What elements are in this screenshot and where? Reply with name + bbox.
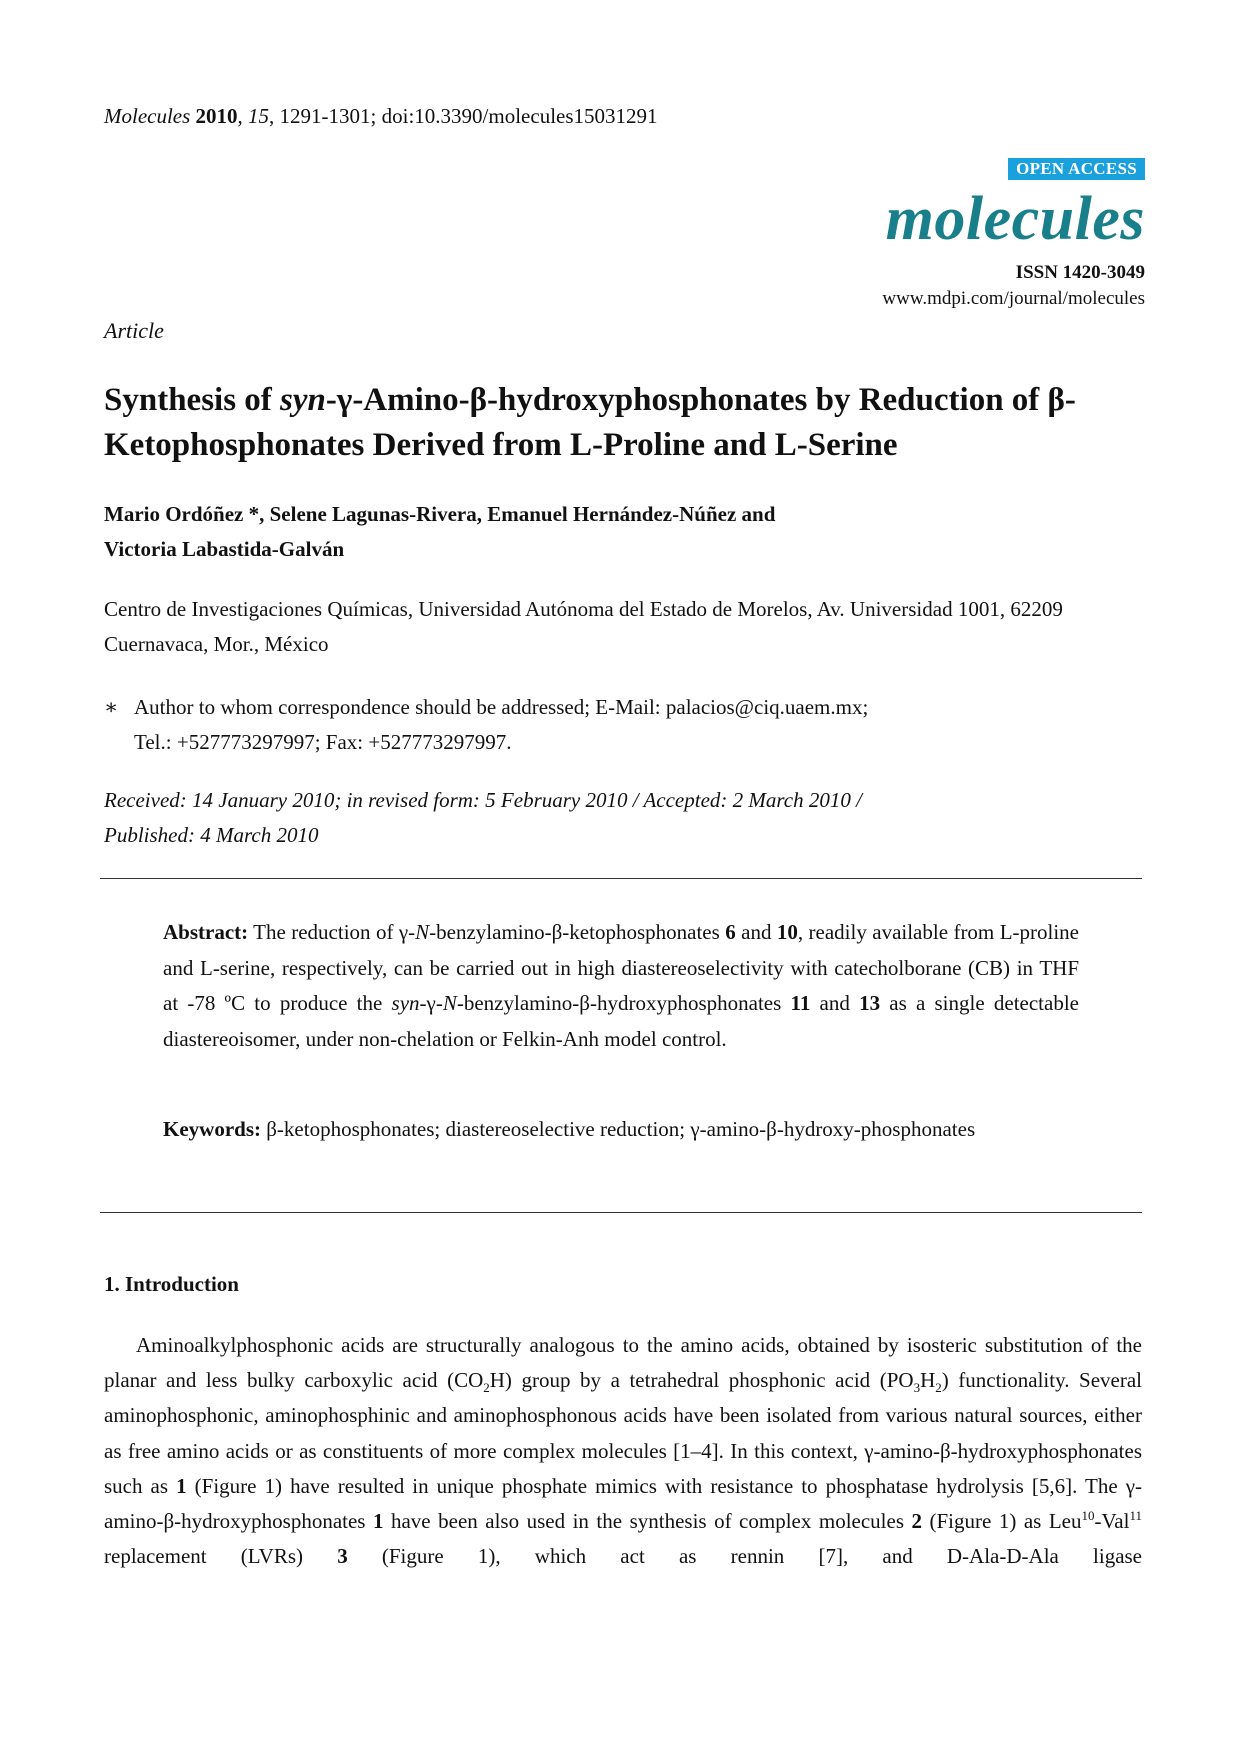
citation-line: Molecules 2010, 15, 1291-1301; doi:10.3390/molecules15031291 xyxy=(104,104,658,128)
body-text: -Ala ligase xyxy=(1021,1544,1143,1569)
journal-url[interactable]: www.mdpi.com/journal/molecules xyxy=(882,288,1145,309)
abstract-text: as a single detectable diastereoisomer, under non-chelation or Felkin-Anh model control. xyxy=(163,991,1079,1051)
journal-logo: molecules xyxy=(885,185,1145,253)
citation-year: 2010 xyxy=(195,104,238,128)
divider-bottom xyxy=(100,1212,1142,1213)
abstract-text: L xyxy=(999,920,1013,944)
author-list xyxy=(104,497,1144,567)
paper-title xyxy=(104,378,1164,468)
title-part: -Proline and xyxy=(591,427,775,463)
subscript: 2 xyxy=(935,1380,942,1396)
compound-number: 6 xyxy=(725,920,736,944)
body-text: Aminoalkylphosphonic acids are structurally analogous to the amino acids, obtained by isosteric substitution of the planar and less bulky carboxylic acid (CO xyxy=(104,1333,1142,1393)
article-type: Article xyxy=(104,318,164,343)
title-part: L xyxy=(774,427,797,463)
abstract-text: -proline and xyxy=(163,920,1079,980)
dates-line-2: Published: 4 March 2010 xyxy=(104,823,319,847)
author-line-2: Victoria Labastida-Galván xyxy=(104,537,345,561)
body-text: have been also used in the synthesis of complex molecules xyxy=(383,1509,912,1534)
abstract-text: -benzylamino-β-hydroxyphosphonates xyxy=(456,991,791,1015)
dates-line-1: Received: 14 January 2010; in revised form: 5 February 2010 / Accepted: 2 March 2010 / xyxy=(104,788,862,812)
title-part: Synthesis of xyxy=(104,382,281,418)
citation-journal: Molecules xyxy=(104,104,191,128)
body-text: D xyxy=(946,1544,963,1569)
author-line-1: Mario Ordóñez *, Selene Lagunas-Rivera, Emanuel Hernández-Núñez and xyxy=(104,502,776,526)
abstract-text: and xyxy=(810,991,860,1015)
compound-number: 1 xyxy=(372,1509,384,1534)
abstract-text: syn xyxy=(391,991,420,1015)
compound-number: 2 xyxy=(911,1509,923,1534)
abstract-label: Abstract: xyxy=(163,920,249,944)
publication-dates xyxy=(104,783,1164,853)
body-text: (Figure 1), which act as rennin [7], and xyxy=(347,1544,947,1569)
intro-paragraph xyxy=(104,1328,1142,1574)
section-heading: 1. Introduction xyxy=(104,1272,239,1296)
abstract-text: -serine, respectively, can be carried out in high diastereoselectivity with catecholborane (CB) in THF at -78 ºC to produce the xyxy=(163,955,1079,1015)
citation-volume: 15 xyxy=(248,104,270,128)
asterisk-icon: ∗ xyxy=(104,695,119,719)
superscript: 10 xyxy=(1081,1508,1095,1524)
abstract-text: -γ- xyxy=(419,991,443,1015)
keywords xyxy=(163,1112,1079,1148)
title-part: -Serine xyxy=(796,427,898,463)
correspondence xyxy=(104,690,1164,760)
abstract-text: , readily available from xyxy=(797,920,1000,944)
body-text: replacement (LVRs) xyxy=(104,1544,338,1569)
open-access-badge: OPEN ACCESS xyxy=(1008,158,1145,180)
body-text: H) group by a tetrahedral phosphonic acid (PO xyxy=(489,1368,914,1393)
abstract xyxy=(163,915,1079,1057)
correspondence-line-1: Author to whom correspondence should be addressed; E-Mail: palacios@ciq.uaem.mx; xyxy=(134,695,869,719)
correspondence-line-2: Tel.: +527773297997; Fax: +527773297997. xyxy=(134,730,512,754)
body-text: -Ala- xyxy=(962,1544,1007,1569)
citation-pages-doi: , 1291-1301; doi:10.3390/molecules15031291 xyxy=(269,104,658,128)
keywords-label: Keywords: xyxy=(163,1117,261,1141)
body-text: (Figure 1) as Leu xyxy=(922,1509,1082,1534)
subscript: 2 xyxy=(483,1380,490,1396)
keywords-text: β-ketophosphonates; diastereoselective reduction; γ-amino-β-hydroxy-phosphonates xyxy=(261,1117,976,1141)
title-part: syn xyxy=(280,382,326,418)
compound-number: 13 xyxy=(859,991,881,1015)
compound-number: 10 xyxy=(776,920,798,944)
affiliation: Centro de Investigaciones Químicas, Universidad Autónoma del Estado de Morelos, Av. Universidad 1001, 62209 Cuernavaca, Mor., México xyxy=(104,597,1063,656)
body-text: H xyxy=(920,1368,936,1393)
title-part: L xyxy=(569,427,592,463)
superscript: 11 xyxy=(1129,1508,1142,1524)
abstract-text: N xyxy=(415,920,430,944)
body-text: ) functionality. Several aminophosphonic, aminophosphinic and aminophosphonous acids have been isolated from various natural sources, either as free amino acids or as constituents of more complex molecules [1–4]. In this context, γ-amino-β-hydroxyphosphonates such as xyxy=(104,1368,1143,1498)
abstract-text: The reduction of γ- xyxy=(248,920,416,944)
title-part: -γ-Amino-β-hydroxyphosphonates by Reduction of β-Ketophosphonates Derived from xyxy=(104,382,1076,463)
compound-number: 1 xyxy=(176,1473,187,1498)
abstract-text: and xyxy=(735,920,777,944)
abstract-text: N xyxy=(442,991,457,1015)
body-text: D xyxy=(1006,1544,1022,1569)
abstract-text: -benzylamino-β-ketophosphonates xyxy=(429,920,726,944)
compound-number: 3 xyxy=(337,1544,348,1569)
divider-top xyxy=(100,878,1142,879)
body-text: -Val xyxy=(1094,1509,1130,1534)
compound-number: 11 xyxy=(790,991,811,1015)
subscript: 3 xyxy=(913,1380,921,1396)
body-text: (Figure 1) have resulted in unique phosphate mimics with resistance to phosphatase hydrolysis [5,6]. The γ-amino-β-hydroxyphosphonates xyxy=(104,1473,1142,1534)
issn: ISSN 1420-3049 xyxy=(1015,262,1145,283)
abstract-text: L xyxy=(199,955,213,980)
